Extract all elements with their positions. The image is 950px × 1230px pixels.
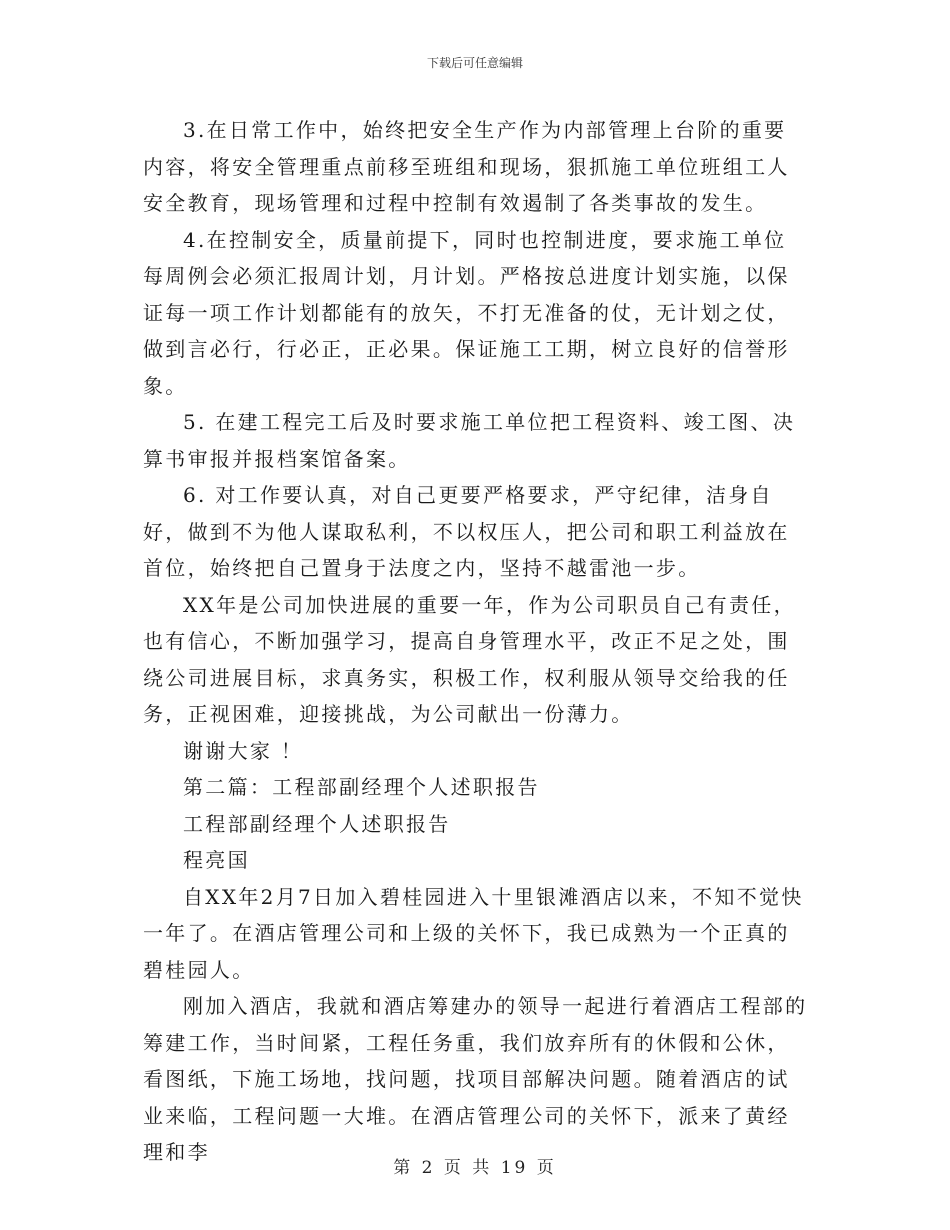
author-name: 程亮国 [183, 848, 250, 872]
paragraph-thanks: 谢谢大家 ！ [183, 738, 304, 763]
report-title: 工程部副经理个人述职报告 [183, 811, 451, 836]
paragraph-item-5: 5. 在建工程完工后及时要求施工单位把工程资料、竣工图、决算书审报并报档案馆备案。 [143, 410, 796, 471]
paragraph-item-3: 3.在日常工作中，始终把安全生产作为内部管理上台阶的重要内容，将安全管理重点前移至班组和现场，狠抓施工单位班组工人安全教育，现场管理和过程中控制有效遏制了各类事故的发生。 [143, 118, 790, 215]
paragraph-item-6: 6. 对工作要认真，对自己更要严格要求，严守纪律，洁身自好，做到不为他人谋取私利，不以权压人，把公司和职工利益放在首位，始终把自己置身于法度之内，坚持不越雷池一步。 [143, 483, 790, 580]
paragraph-conclusion: XX年是公司加快进展的重要一年，作为公司职员自己有责任，也有信心，不断加强学习，提高自身管理水平，改正不足之处，围绕公司进展目标，求真务实，积极工作，权利服从领导交给我的任务，正视困难，迎接挑战，为公司献出一份薄力。 [143, 592, 796, 726]
paragraph-item-4: 4.在控制安全，质量前提下，同时也控制进度，要求施工单位每周例会必须汇报周计划，月计划。严格按总进度计划实施，以保证每一项工作计划都能有的放矢，不打无准备的仗，无计划之仗，做到言必行，行必正，正必果。保证施工工期，树立良好的信誉形象。 [143, 227, 790, 398]
section-heading: 第二篇：工程部副经理个人述职报告 [183, 775, 540, 799]
paragraph-intro: 自XX年2月7日加入碧桂园进入十里银滩酒店以来，不知不觉快一年了。在酒店管理公司和上级的关怀下，我已成熟为一个正真的碧桂园人。 [143, 884, 804, 982]
page-header: 下载后可任意编辑 [426, 56, 523, 70]
page-footer: 第 2 页 共 19 页 [393, 1158, 557, 1178]
paragraph-experience: 刚加入酒店，我就和酒店筹建办的领导一起进行着酒店工程部的筹建工作，当时间紧，工程任务重，我们放弃所有的休假和公休，看图纸，下施工场地，找问题，找项目部解决问题。随着酒店的试业来临，工程问题一大堆。在酒店管理公司的关怀下，派来了黄经理和李 [143, 994, 808, 1164]
document-body [143, 112, 808, 1171]
